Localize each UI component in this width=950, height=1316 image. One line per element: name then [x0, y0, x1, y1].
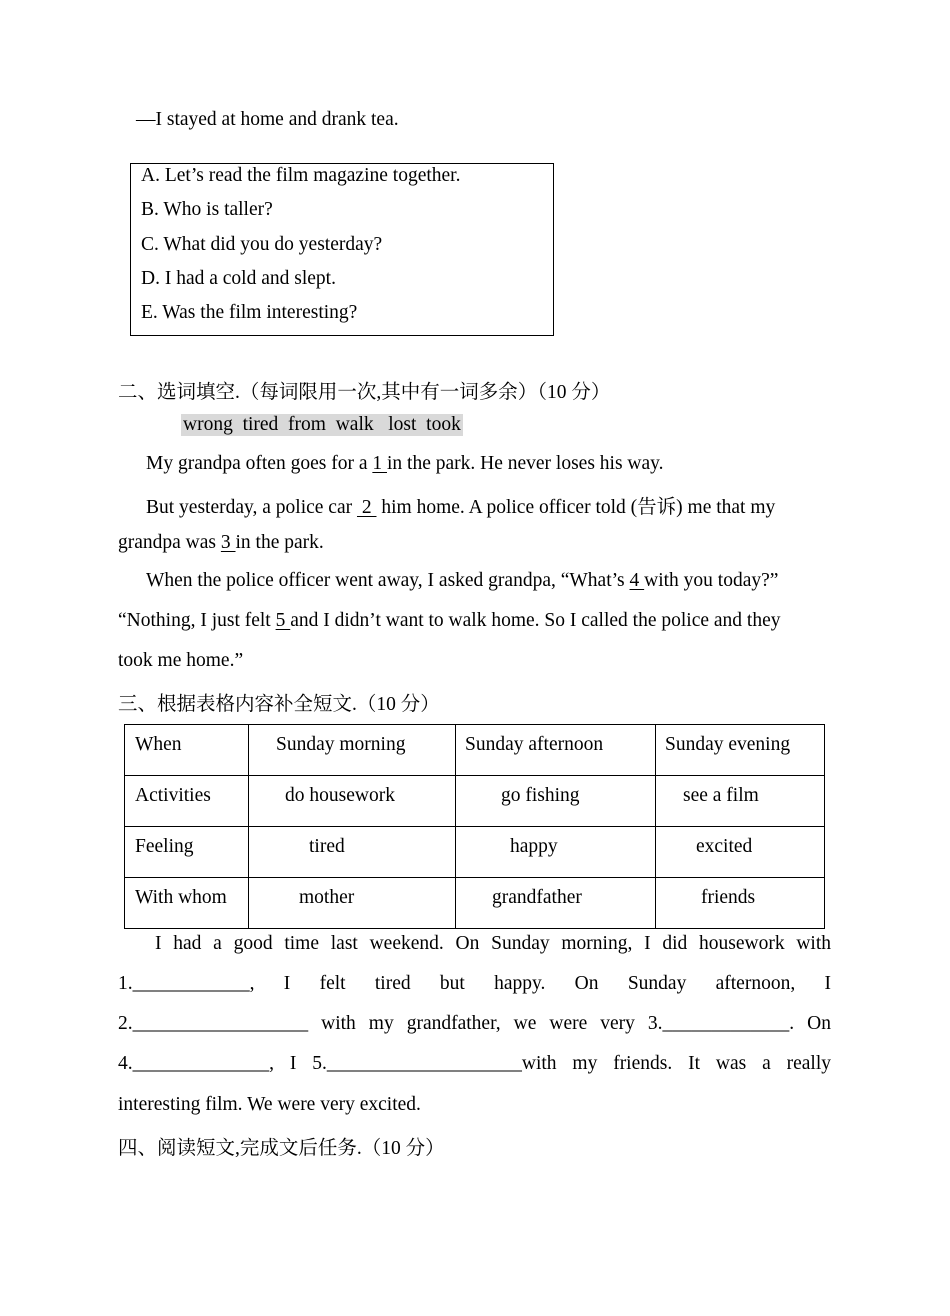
text: him home. A police officer told (告诉) me that my	[376, 497, 776, 518]
fill-line-4: 4.______________, I 5.____________________with my friends. It was a really	[118, 1053, 831, 1074]
passage-line-2	[146, 491, 832, 519]
text: with you today?”	[644, 570, 779, 591]
word-bank: wrong tired from walk lost took	[183, 414, 461, 435]
table-cell: friends	[701, 887, 756, 908]
table-cell: grandfather	[492, 887, 582, 908]
intro-answer: —I stayed at home and drank tea.	[136, 109, 399, 130]
passage-line-6: took me home.”	[118, 650, 244, 671]
table-row	[125, 725, 825, 776]
table-cell: see a film	[683, 785, 759, 806]
section3-heading: 三、根据表格内容补全短文.（10 分）	[118, 694, 440, 715]
text: When the police officer went away, I asked grandpa, “What’s	[146, 570, 630, 591]
table-cell: Sunday afternoon	[465, 734, 604, 755]
section4-heading: 四、阅读短文,完成文后任务.（10 分）	[118, 1138, 445, 1159]
fill-line-3: 2.__________________ with my grandfather, we were very 3._____________. On	[118, 1013, 831, 1034]
text: grandpa was	[118, 532, 221, 553]
table-cell: Feeling	[135, 836, 194, 857]
table-cell: mother	[299, 887, 355, 908]
options-box	[130, 163, 554, 336]
table-cell: tired	[309, 836, 345, 857]
info-table	[124, 724, 825, 929]
option-e: E. Was the film interesting?	[141, 302, 358, 323]
text: But yesterday, a police car	[146, 497, 357, 518]
table-row	[125, 878, 825, 929]
text: and I didn’t want to walk home. So I called the police and they	[290, 610, 781, 631]
table-cell: When	[135, 734, 182, 755]
option-a: A. Let’s read the film magazine together.	[141, 165, 461, 186]
table-cell: Sunday morning	[276, 734, 406, 755]
text: “Nothing, I just felt	[118, 610, 276, 631]
text: in the park.	[235, 532, 324, 553]
text: in the park. He never loses his way.	[386, 453, 664, 474]
table-cell: happy	[510, 836, 558, 857]
blank-4: 4	[629, 570, 645, 591]
blank-5: 5	[275, 610, 291, 631]
passage-line-3	[118, 532, 831, 554]
text: My grandpa often goes for a	[146, 453, 373, 474]
fill-line-5: interesting film. We were very excited.	[118, 1094, 421, 1115]
fill-line-2: 1.____________, I felt tired but happy. On Sunday afternoon, I	[118, 973, 831, 994]
table-cell: With whom	[135, 887, 227, 908]
option-c: C. What did you do yesterday?	[141, 234, 383, 255]
blank-1: 1	[372, 453, 387, 474]
table-cell: Sunday evening	[665, 734, 791, 755]
passage-line-1	[146, 453, 859, 475]
section2-heading: 二、选词填空.（每词限用一次,其中有一词多余）（10 分）	[118, 382, 611, 403]
option-b: B. Who is taller?	[141, 199, 273, 220]
table-cell: do housework	[285, 785, 395, 806]
table-row	[125, 827, 825, 878]
option-d: D. I had a cold and slept.	[141, 268, 336, 289]
table-row	[125, 776, 825, 827]
blank-3: 3	[220, 532, 236, 553]
fill-line-1: I had a good time last weekend. On Sunday morning, I did housework with	[155, 933, 831, 954]
table-cell: go fishing	[501, 785, 580, 806]
passage-line-4	[146, 570, 859, 592]
blank-2: 2	[356, 497, 377, 518]
table-cell: excited	[696, 836, 753, 857]
passage-line-5	[118, 610, 831, 632]
table-cell: Activities	[135, 785, 211, 806]
